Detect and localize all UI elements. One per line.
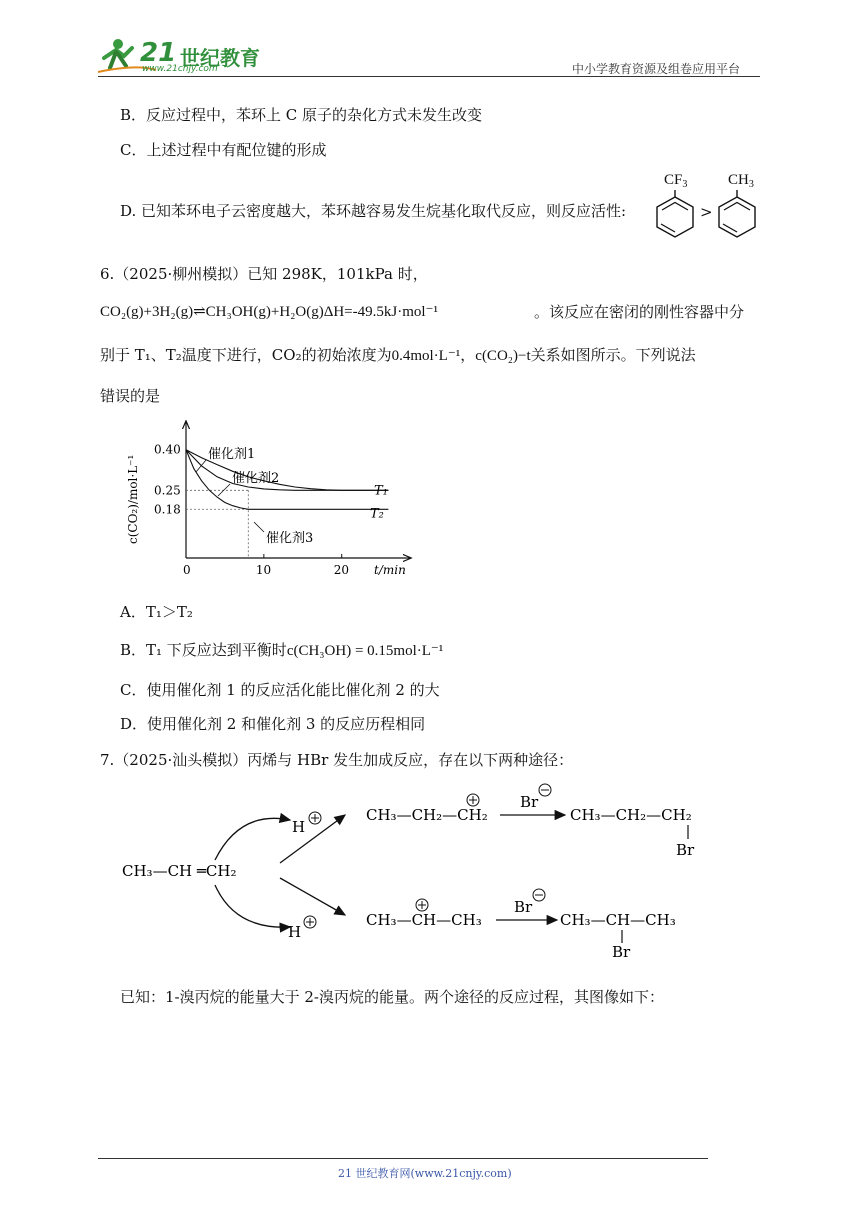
footer-text: 21 世纪教育网(www.21cnjy.com): [338, 1167, 512, 1180]
series-label-3: 催化剂3: [266, 531, 314, 546]
cf3-benzene-structure: [650, 170, 700, 242]
q6-line2-tail: 。该反应在密闭的刚性容器中分: [534, 303, 745, 321]
q7-intro: 7.（2025·汕头模拟）丙烯与 HBr 发生加成反应，存在以下两种途径：: [100, 751, 574, 769]
logo-number: 21: [140, 38, 177, 68]
q6-option-c: C．使用催化剂 1 的反应活化能比催化剂 2 的大: [120, 681, 440, 699]
q6-line3-a: 别于 T₁、T₂温度下进行，CO₂的初始浓度为: [100, 346, 392, 364]
bottom-reagent: Br: [514, 898, 533, 916]
bottom-cation: CH₃—CH—CH₃: [366, 911, 482, 929]
q6-line3: [100, 345, 696, 366]
proton-top: H: [292, 818, 306, 836]
reaction-pathway-scheme: [110, 775, 730, 965]
y-tick-label: 0.18: [154, 502, 181, 517]
series-label-pointer: [254, 522, 264, 532]
concentration-time-chart: [120, 420, 430, 585]
q6-option-b-formula: c(CH₃OH) = 0.15mol·L⁻¹: [286, 643, 444, 659]
header-divider: [98, 76, 760, 77]
x-tick-label: 20: [333, 563, 349, 577]
logo-title: 世纪教育: [180, 46, 260, 70]
top-product-br: Br: [676, 841, 695, 859]
site-logo: [96, 36, 266, 76]
bottom-product-br: Br: [612, 943, 631, 961]
series-label-2: 催化剂2: [232, 471, 280, 486]
reactant-formula: CH₃—CH ═CH₂: [122, 862, 237, 880]
q6-equation: CO₂(g)+3H₂(g)⇌CH₃OH(g)+H₂O(g)ΔH=-49.5kJ·mol⁻¹: [100, 304, 438, 320]
q6-intro: 6.（2025·柳州模拟）已知 298K，101kPa 时，: [100, 265, 428, 283]
bottom-product: CH₃—CH—CH₃: [560, 911, 676, 929]
compare-sign: >: [700, 203, 713, 221]
top-product: CH₃—CH₂—CH₂: [570, 806, 692, 824]
top-reagent: Br: [520, 793, 539, 811]
q6-option-b: [120, 640, 443, 661]
q6-line3-c: 关系如图所示。下列说法: [530, 346, 696, 364]
ch3-label: $CH_3$: [728, 172, 754, 190]
q6-option-d: D．使用催化剂 2 和催化剂 3 的反应历程相同: [120, 715, 426, 733]
q7-known: 已知：1-溴丙烷的能量大于 2-溴丙烷的能量。两个途径的反应过程，其图像如下：: [120, 988, 664, 1006]
logo-url: www.21cnjy.com: [142, 64, 218, 74]
series-label-1: 催化剂1: [208, 447, 256, 462]
x-axis-label: t/min: [374, 563, 406, 577]
y-tick-label: 0.40: [154, 442, 181, 457]
x-tick-label: 0: [183, 563, 191, 577]
y-tick-label: 0.25: [154, 483, 181, 498]
x-tick-label: 10: [255, 563, 272, 577]
q5-option-b: B．反应过程中，苯环上 C 原子的杂化方式未发生改变: [120, 106, 483, 124]
cf3-label: $CF_3$: [664, 172, 688, 190]
curve-label-t2: T₂: [370, 506, 384, 522]
curve-label-t1: T₁: [374, 483, 388, 499]
proton-bottom: H: [288, 923, 302, 941]
y-axis-label: c(CO₂)/mol·L⁻¹: [126, 454, 140, 544]
q5-option-c: C．上述过程中有配位键的形成: [120, 141, 327, 159]
q6-option-a: A．T₁＞T₂: [120, 603, 193, 621]
ch3-benzene-structure: [712, 170, 762, 242]
header-right-text: 中小学教育资源及组卷应用平台: [572, 62, 741, 76]
footer-divider: [98, 1158, 708, 1159]
q6-line4: 错误的是: [100, 387, 161, 405]
q6-line3-b: ，: [460, 346, 476, 364]
q6-line3-func: c(CO₂)−t: [475, 348, 531, 364]
top-cation: CH₃—CH₂—CH₂: [366, 806, 488, 824]
q5-option-d: D. 已知苯环电子云密度越大，苯环越容易发生烷基化取代反应，则反应活性:: [120, 202, 627, 220]
q6-option-b-text: B．T₁ 下反应达到平衡时: [120, 641, 287, 659]
q6-line3-conc: 0.4mol·L⁻¹: [391, 348, 461, 364]
